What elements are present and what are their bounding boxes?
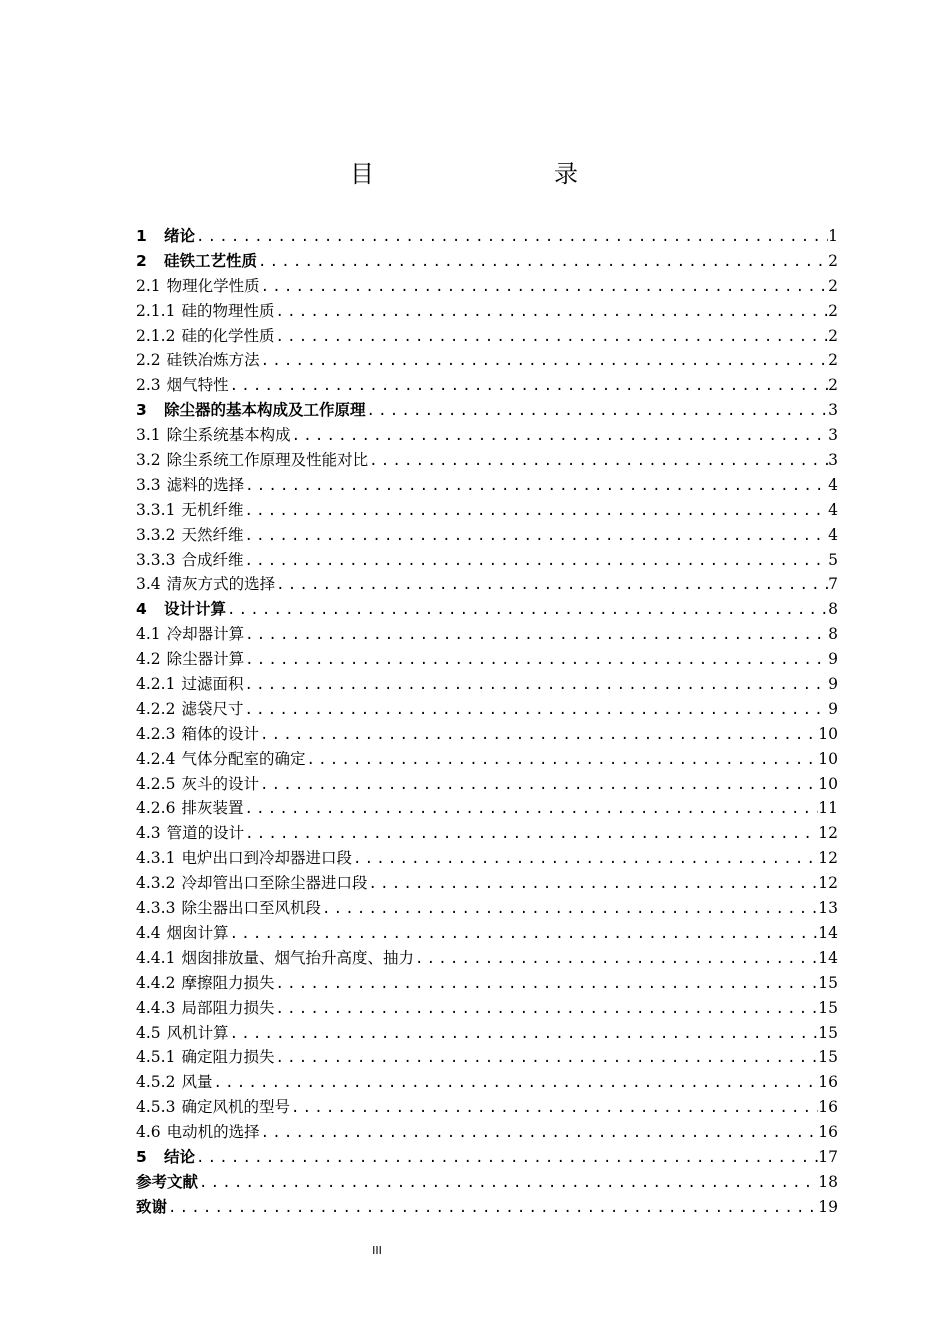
toc-entry-title: 硅铁冶炼方法 <box>166 351 260 370</box>
toc-dot-leader <box>227 598 828 623</box>
toc-entry-number: 4.4.3 <box>136 998 176 1017</box>
toc-entry-number: 4 <box>136 600 147 619</box>
toc-dot-leader <box>245 474 828 499</box>
toc-entry-number: 2.1.1 <box>136 301 176 320</box>
toc-dot-leader <box>261 349 828 374</box>
toc-dot-leader <box>213 1071 818 1096</box>
toc-entry-number: 2.2 <box>136 351 161 370</box>
toc-entry[interactable] <box>136 299 838 324</box>
toc-entry-number: 2 <box>136 251 147 270</box>
toc-entry[interactable] <box>136 871 838 896</box>
toc-entry-title: 除尘器的基本构成及工作原理 <box>164 401 366 420</box>
toc-entry-title: 绪论 <box>164 227 196 245</box>
toc-dot-leader <box>369 449 828 474</box>
toc-entry[interactable] <box>136 622 838 647</box>
toc-entry-page: 15 <box>818 1023 838 1042</box>
toc-entry[interactable] <box>136 1095 838 1120</box>
toc-entry-number: 4.3 <box>136 824 161 843</box>
toc-entry-page: 4 <box>828 525 838 544</box>
toc-entry[interactable] <box>136 971 838 996</box>
toc-entry[interactable] <box>136 647 838 672</box>
toc-entry-page: 9 <box>828 675 838 694</box>
toc-entry-page: 2 <box>828 301 838 320</box>
toc-dot-leader <box>275 300 828 325</box>
toc-entry[interactable] <box>136 572 838 597</box>
toc-dot-leader <box>168 1196 818 1221</box>
toc-dot-leader <box>276 573 828 598</box>
toc-dot-leader <box>245 822 818 847</box>
toc-dot-leader <box>245 623 828 648</box>
toc-entry[interactable] <box>136 224 838 249</box>
toc-dot-leader <box>230 374 828 399</box>
toc-dot-leader <box>244 673 828 698</box>
toc-entry-title: 结论 <box>164 1147 196 1166</box>
toc-dot-leader <box>244 549 828 574</box>
toc-dot-leader <box>353 847 818 872</box>
toc-entry-page: 11 <box>818 799 838 818</box>
toc-entry-number: 2.3 <box>136 376 161 395</box>
toc-entry-title: 烟囱排放量、烟气抬升高度、抽力 <box>181 948 414 967</box>
toc-entry-title: 过滤面积 <box>181 675 244 694</box>
footer-page-number: III <box>372 1244 382 1257</box>
toc-entry-page: 12 <box>818 824 838 843</box>
toc-entry-page: 18 <box>818 1172 838 1191</box>
toc-entry[interactable] <box>136 846 838 871</box>
toc-entry[interactable] <box>136 398 838 423</box>
toc-entry-title: 硅的物理性质 <box>181 301 275 320</box>
toc-entry-title: 清灰方式的选择 <box>166 575 276 594</box>
toc-entry-page: 7 <box>828 575 838 594</box>
toc-entry[interactable] <box>136 498 838 523</box>
toc-entry-number: 4.1 <box>136 625 161 644</box>
toc-entry-number: 4.4.1 <box>136 948 176 967</box>
toc-entry-number: 3.1 <box>136 426 161 445</box>
toc-entry[interactable] <box>136 348 838 373</box>
toc-entry-number: 4.5.1 <box>136 1048 176 1067</box>
toc-entry-number: 4.2.5 <box>136 774 176 793</box>
toc-entry[interactable] <box>136 946 838 971</box>
toc-dot-leader <box>275 1046 818 1071</box>
toc-dot-leader <box>306 748 818 773</box>
toc-entry-title: 风机计算 <box>166 1023 229 1042</box>
toc-entry-title: 硅的化学性质 <box>181 326 275 345</box>
toc-entry-page: 8 <box>828 625 838 644</box>
toc-entry[interactable] <box>136 1145 838 1170</box>
toc-dot-leader <box>199 1171 818 1196</box>
toc-entry-page: 16 <box>818 1098 838 1117</box>
toc-entry-number: 3.3.2 <box>136 525 176 544</box>
toc-entry-title: 烟气特性 <box>166 376 229 395</box>
toc-entry-title: 气体分配室的确定 <box>181 749 306 768</box>
toc-entry-page: 19 <box>818 1197 838 1216</box>
toc-dot-leader <box>292 424 828 449</box>
toc-entry[interactable] <box>136 1120 838 1145</box>
toc-dot-leader <box>260 773 818 798</box>
toc-entry-number: 4.2.3 <box>136 724 176 743</box>
toc-entry-number: 4.3.3 <box>136 899 176 918</box>
toc-entry-page: 2 <box>828 351 838 370</box>
toc-entry-page: 16 <box>818 1123 838 1142</box>
toc-entry-page: 14 <box>818 948 838 967</box>
toc-entry-number: 3.2 <box>136 451 161 470</box>
toc-entry-number: 3.3 <box>136 475 161 494</box>
toc-entry-page: 2 <box>828 326 838 345</box>
toc-dot-leader <box>196 1146 818 1171</box>
toc-entry[interactable] <box>136 274 838 299</box>
toc-entry-title: 电动机的选择 <box>166 1123 260 1142</box>
toc-entry-page: 1 <box>828 227 838 245</box>
toc-dot-leader <box>275 325 828 350</box>
toc-entry-title: 局部阻力损失 <box>181 998 275 1017</box>
toc-entry-page: 12 <box>818 874 838 893</box>
toc-entry-title: 除尘系统基本构成 <box>166 426 291 445</box>
toc-entry-number: 4.2.1 <box>136 675 176 694</box>
toc-entry[interactable] <box>136 772 838 797</box>
toc-dot-leader <box>261 275 828 300</box>
toc-dot-leader <box>244 698 828 723</box>
toc-entry-title: 排灰装置 <box>181 799 244 818</box>
toc-entry-number: 4.6 <box>136 1123 161 1142</box>
toc-entry[interactable] <box>136 821 838 846</box>
toc-entry[interactable] <box>136 1045 838 1070</box>
toc-entry-page: 2 <box>828 276 838 295</box>
toc-entry-title: 致谢 <box>136 1197 168 1216</box>
toc-entry-title: 合成纤维 <box>181 550 244 569</box>
toc-entry-title: 箱体的设计 <box>181 724 259 743</box>
toc-entry[interactable] <box>136 473 838 498</box>
toc-entry[interactable] <box>136 697 838 722</box>
toc-dot-leader <box>261 1121 819 1146</box>
toc-dot-leader <box>260 723 818 748</box>
toc-entry-page: 16 <box>818 1073 838 1092</box>
toc-entry[interactable] <box>136 249 838 274</box>
toc-entry-title: 确定阻力损失 <box>181 1048 275 1067</box>
toc-entry-number: 4.3.2 <box>136 874 176 893</box>
toc-entry-title: 设计计算 <box>164 600 227 619</box>
toc-dot-leader <box>230 922 819 947</box>
toc-entry[interactable] <box>136 1195 838 1220</box>
toc-entry[interactable] <box>136 896 838 921</box>
toc-entry-title: 风量 <box>181 1073 213 1092</box>
toc-entry-page: 5 <box>828 550 838 569</box>
toc-entry-title: 滤袋尺寸 <box>181 699 244 718</box>
toc-entry[interactable] <box>136 722 838 747</box>
toc-entry-number: 4.4.2 <box>136 973 176 992</box>
toc-entry[interactable] <box>136 1170 838 1195</box>
toc-entry-title: 确定风机的型号 <box>181 1098 290 1117</box>
toc-entry-page: 3 <box>828 401 838 420</box>
toc-entry-page: 17 <box>818 1147 838 1166</box>
toc-entry[interactable] <box>136 324 838 349</box>
toc-entry[interactable] <box>136 373 838 398</box>
toc-entry-page: 9 <box>828 650 838 669</box>
toc-entry-title: 硅铁工艺性质 <box>164 251 258 270</box>
toc-entry-page: 3 <box>828 451 838 470</box>
toc-entry[interactable] <box>136 1070 838 1095</box>
toc-entry[interactable] <box>136 597 838 622</box>
toc-dot-leader <box>275 997 818 1022</box>
toc-entry-number: 3.3.3 <box>136 550 176 569</box>
toc-entry-number: 4.2.4 <box>136 749 176 768</box>
toc-entry-title: 电炉出口到冷却器进口段 <box>181 849 352 868</box>
toc-dot-leader <box>245 648 828 673</box>
table-of-contents <box>136 224 838 1220</box>
toc-dot-leader <box>367 399 829 424</box>
toc-entry-page: 9 <box>828 699 838 718</box>
toc-entry-title: 摩擦阻力损失 <box>181 973 275 992</box>
toc-entry[interactable] <box>136 523 838 548</box>
toc-entry[interactable] <box>136 996 838 1021</box>
toc-entry-title: 参考文献 <box>136 1172 199 1191</box>
toc-dot-leader <box>258 250 828 275</box>
toc-entry-number: 4.2.6 <box>136 799 176 818</box>
toc-entry-page: 2 <box>828 251 838 270</box>
toc-entry-page: 15 <box>818 998 838 1017</box>
toc-dot-leader <box>415 947 818 972</box>
toc-dot-leader <box>291 1096 818 1121</box>
toc-dot-leader <box>244 524 828 549</box>
toc-entry-page: 8 <box>828 600 838 619</box>
toc-entry-page: 10 <box>818 749 838 768</box>
toc-dot-leader <box>196 225 828 250</box>
toc-entry-page: 4 <box>828 500 838 519</box>
toc-entry[interactable] <box>136 423 838 448</box>
toc-entry-title: 冷却管出口至除尘器进口段 <box>181 874 368 893</box>
toc-entry-number: 5 <box>136 1147 147 1166</box>
toc-entry-number: 2.1.2 <box>136 326 176 345</box>
page-title: 目 录 <box>350 160 622 188</box>
toc-dot-leader <box>244 499 828 524</box>
toc-entry-title: 冷却器计算 <box>166 625 245 644</box>
toc-entry-title: 灰斗的设计 <box>181 774 259 793</box>
toc-entry-number: 2.1 <box>136 276 161 295</box>
toc-entry-page: 13 <box>818 899 838 918</box>
toc-entry-number: 3 <box>136 401 147 420</box>
toc-entry-title: 烟囱计算 <box>166 923 229 942</box>
toc-entry-page: 15 <box>818 973 838 992</box>
toc-dot-leader <box>368 872 818 897</box>
toc-entry-number: 3.3.1 <box>136 500 176 519</box>
toc-entry[interactable] <box>136 548 838 573</box>
toc-entry-page: 2 <box>828 376 838 395</box>
toc-entry[interactable] <box>136 747 838 772</box>
toc-entry-title: 除尘系统工作原理及性能对比 <box>166 451 369 470</box>
toc-entry-number: 3.4 <box>136 575 161 594</box>
toc-entry-number: 4.2.2 <box>136 699 176 718</box>
toc-entry-title: 除尘器出口至风机段 <box>181 899 321 918</box>
toc-entry-number: 1 <box>136 227 147 245</box>
toc-entry-number: 4.5.3 <box>136 1098 176 1117</box>
toc-entry[interactable] <box>136 448 838 473</box>
toc-entry-title: 除尘器计算 <box>166 650 245 669</box>
toc-entry-number: 4.3.1 <box>136 849 176 868</box>
toc-entry-page: 4 <box>828 475 838 494</box>
toc-entry[interactable] <box>136 796 838 821</box>
toc-entry-title: 天然纤维 <box>181 525 244 544</box>
toc-entry-title: 滤料的选择 <box>166 475 245 494</box>
toc-entry[interactable] <box>136 921 838 946</box>
toc-dot-leader <box>322 897 818 922</box>
toc-entry-page: 10 <box>818 724 838 743</box>
toc-entry-title: 物理化学性质 <box>166 276 260 295</box>
toc-dot-leader <box>275 972 818 997</box>
toc-entry-number: 4.5 <box>136 1023 161 1042</box>
toc-entry-number: 4.4 <box>136 923 161 942</box>
toc-entry-title: 无机纤维 <box>181 500 244 519</box>
toc-entry-number: 4.5.2 <box>136 1073 176 1092</box>
toc-entry[interactable] <box>136 1021 838 1046</box>
toc-entry-page: 14 <box>818 923 838 942</box>
toc-entry-page: 15 <box>818 1048 838 1067</box>
toc-entry-page: 10 <box>818 774 838 793</box>
toc-entry-page: 3 <box>828 426 838 445</box>
toc-entry-title: 管道的设计 <box>166 824 245 843</box>
toc-entry-number: 4.2 <box>136 650 161 669</box>
toc-dot-leader <box>244 797 818 822</box>
toc-dot-leader <box>230 1022 819 1047</box>
toc-entry-page: 12 <box>818 849 838 868</box>
toc-entry[interactable] <box>136 672 838 697</box>
